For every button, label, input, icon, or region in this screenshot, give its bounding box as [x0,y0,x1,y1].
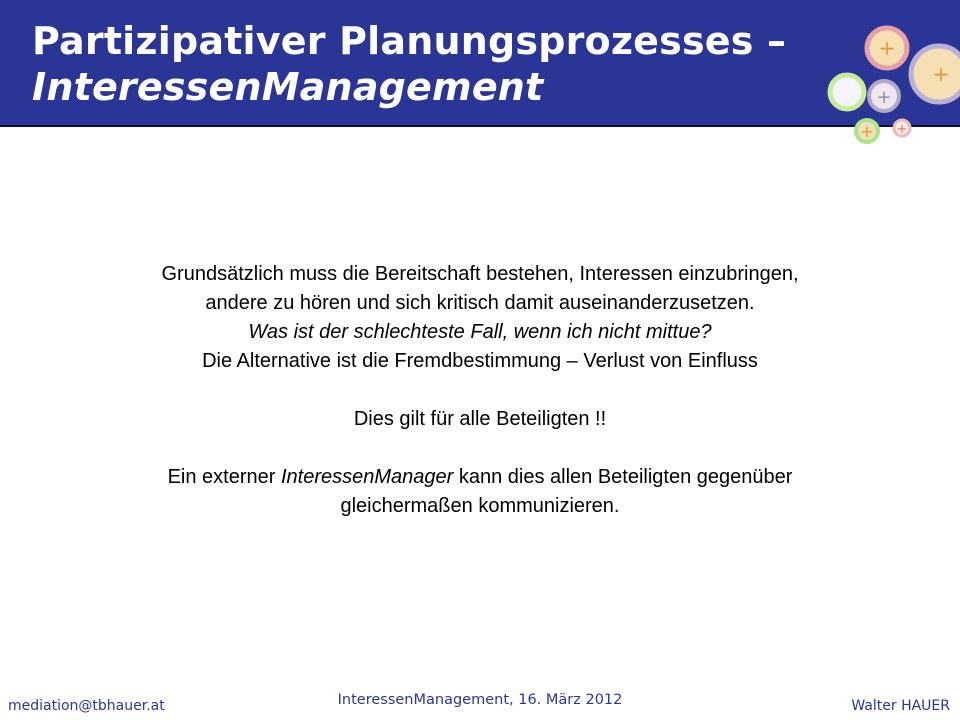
body-line-3-question: Was ist der schlechteste Fall, wenn ich nicht mittue? [248,321,712,343]
slide-title [32,18,786,110]
footer-email: mediation@tbhauer.at [8,698,165,714]
plus-bubble-icon [869,81,899,111]
svg-text:+: + [896,122,908,137]
footer-author: Walter HAUER [851,698,950,714]
header [0,0,960,141]
body-line-6-emphasis: InteressenManager [280,466,454,488]
body-line-4: Die Alternative ist die Fremdbestimmung – Verlust von Einfluss [202,350,758,372]
title-line-1: Partizipativer Planungsprozesses – [32,19,787,63]
spacer [60,376,900,405]
footer-center: InteressenManagement, 16. März 2012 [337,692,623,708]
plus-bubble-icon [894,120,910,137]
body-line-6-start: Ein externer [167,466,281,488]
plus-bubble-icon [911,46,960,102]
slide-body [60,260,900,521]
plus-bubble-icon [856,120,878,142]
bubble [830,75,864,109]
footer [0,690,960,720]
svg-text:+: + [932,62,950,86]
body-line-1: Grundsätzlich muss die Bereitschaft bestehen, Interessen einzubringen, [161,263,799,285]
decorative-bubbles [820,14,960,146]
title-line-2: InteressenManagement [32,65,544,109]
body-line-5: Dies gilt für alle Beteiligten !! [353,408,607,430]
svg-text:+: + [860,122,874,141]
svg-text:+: + [876,87,892,108]
body-line-6-end: kann dies allen Beteiligten gegenüber [453,466,793,488]
body-line-7: gleichermaßen kommunizieren. [340,495,620,517]
body-line-6 [60,463,900,492]
body-line-2: andere zu hören und sich kritisch damit auseinanderzusetzen. [205,292,755,314]
svg-text:+: + [878,36,896,60]
plus-bubble-icon [867,28,907,68]
spacer [60,434,900,463]
